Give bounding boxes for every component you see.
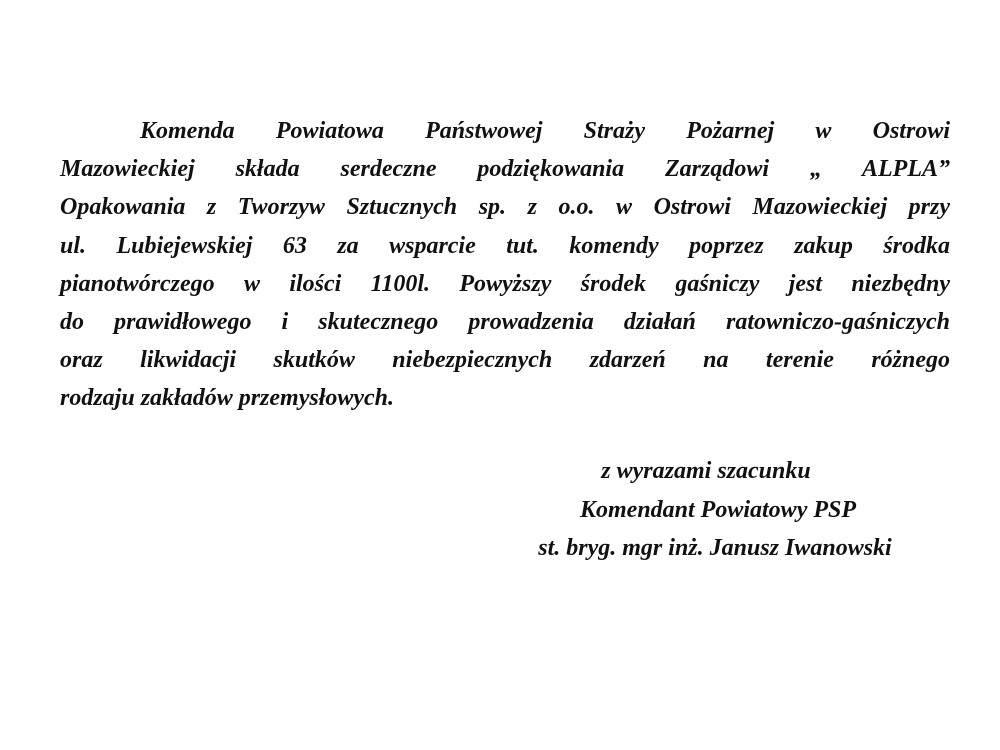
paragraph-line: oraz likwidacji skutków niebezpiecznych zdarzeń na terenie różnego	[60, 347, 950, 374]
paragraph-line: Opakowania z Tworzyw Sztucznych sp. z o.o. w Ostrowi Mazowieckiej przy	[60, 194, 950, 221]
letter-closing	[480, 452, 950, 568]
signatory-title: Komendant Powiatowy PSP	[579, 496, 857, 523]
letter-paragraph	[60, 112, 950, 418]
paragraph-line: Komenda Powiatowa Państwowej Straży Pożarnej w Ostrowi	[140, 118, 950, 144]
paragraph-line: ul. Lubiejewskiej 63 za wsparcie tut. komendy poprzez zakup środka	[60, 232, 950, 259]
closing-greeting: z wyrazami szacunku	[601, 458, 811, 484]
letter-body	[60, 112, 950, 418]
paragraph-line: do prawidłowego i skutecznego prowadzenia działań ratowniczo-gaśniczych	[60, 309, 950, 336]
signatory-name: st. bryg. mgr inż. Janusz Iwanowski	[538, 535, 892, 561]
paragraph-line: rodzaju zakładów przemysłowych.	[60, 385, 395, 412]
paragraph-line: pianotwórczego w ilości 1100l. Powyższy środek gaśniczy jest niezbędny	[60, 270, 950, 297]
paragraph-line: Mazowieckiej składa serdeczne podziękowania Zarządowi „ ALPLA”	[60, 156, 950, 183]
